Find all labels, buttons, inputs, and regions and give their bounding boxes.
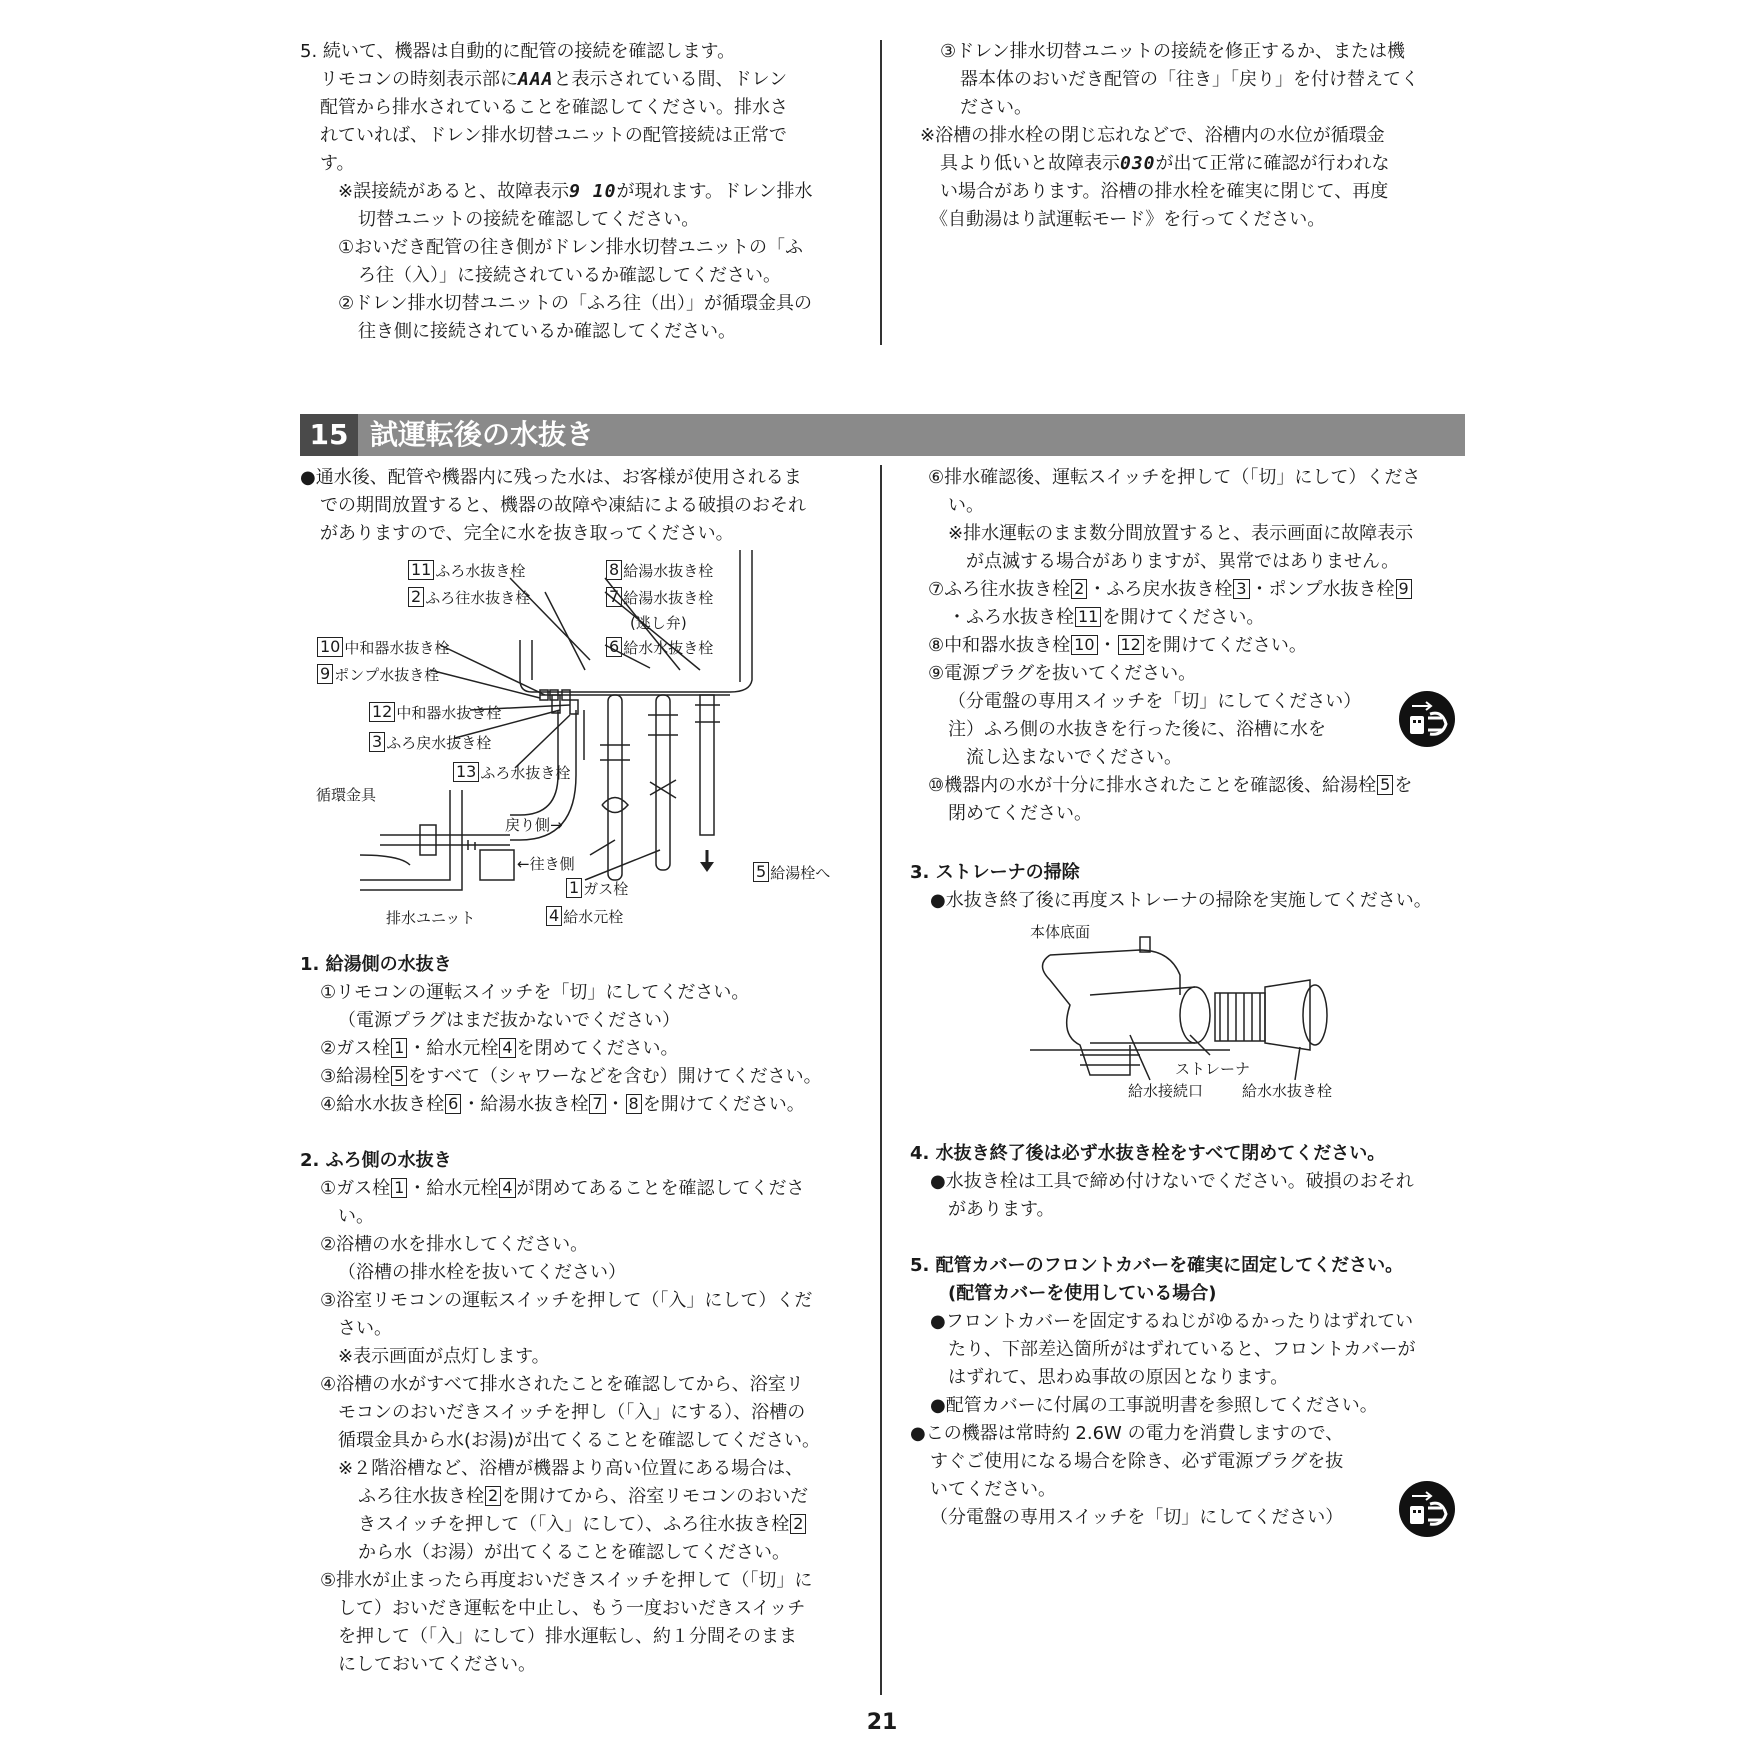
label-4-water-main: 4 給水元栓 <box>545 906 623 927</box>
top-right-block: ③ドレン排水切替ユニットの接続を修正するか、または機 器本体のおいだき配管の「往き」「戻り」を付け替えてく ださい。 ※浴槽の排水栓の閉じ忘れなどで、浴槽内の水位が循環金 具より低いと故障表示030が出て正常に確認が行われな い場合があります。浴槽の排水栓を確実に閉じて、再度 《自動湯はり試運転モード》を行ってください。 <box>920 41 1419 230</box>
label-circulation-fitting: 循環金具 <box>316 786 377 804</box>
section-number: 15 <box>300 414 358 456</box>
label-2-bath-out-drain: 2 ふろ往水抜き栓 <box>407 587 530 608</box>
display-aaa: AAA <box>518 69 554 90</box>
label-water-inlet: 給水接続口 <box>1128 1082 1204 1100</box>
display-030: 030 <box>1120 153 1156 174</box>
power-note: ●この機器は常時約 2.6W の電力を消費しますので、 すぐご使用になる場合を除き、必ず電源プラグを抜 いてください。 （分電盤の専用スイッチを「切」にしてください） <box>910 1423 1344 1528</box>
page-number: 21 <box>866 1710 898 1735</box>
label-3-bath-return-drain: 3 ふろ戻水抜き栓 <box>368 732 491 753</box>
label-13-bath-drain: 13 ふろ水抜き栓 <box>452 762 570 783</box>
label-7-hot-drain: 7 給湯水抜き栓 <box>605 587 713 608</box>
label-supply-side: ←往き側 <box>517 855 575 873</box>
section-2-bath-drain: 2. ふろ側の水抜き ①ガス栓 1 ・給水元栓 4 が閉めてあることを確認してくださ い。 ②浴槽の水を排水してください。 （浴槽の排水栓を抜いてください） ③浴室リモコンの運転スイッチを押して（「入」にして）くだ さい。 ※表示画面が点灯します。 ④浴槽の水がすべて排水されたことを確認してから、浴室リ モコンのおいだきスイッチを押し（「入」にする）、浴槽の 循環金具から水(お湯)が出てくることを確認してください。 ※２階浴槽など、浴槽が機器より高い位置にある場合は、 ふろ往水抜き栓 2 を開けてから、浴室リモコンのおいだ きスイッチを押して（「入」にして）、ふろ往水抜き栓 2 から水（お湯）が出てくることを確認してください。 ⑤排水が止まったら再度おいだきスイッチを押して（「切」に して）おいだき運転を中止し、もう一度おいだきスイッチ を押して（「入」にして）排水運転し、約１分間そのまま にしておいてください。 <box>300 1150 821 1675</box>
label-6-water-drain: 6 給水水抜き栓 <box>605 637 713 658</box>
unplug-icon <box>1398 690 1456 748</box>
top-column-divider <box>880 40 882 345</box>
label-water-drain-plug: 給水水抜き栓 <box>1242 1082 1333 1100</box>
label-strainer: ストレーナ <box>1175 1060 1251 1078</box>
section-5-front-cover: 5. 配管カバーのフロントカバーを確実に固定してください。 (配管カバーを使用している場合) ●フロントカバーを固定するねじがゆるかったりはずれてい たり、下部差込箇所がはずれていると、フロントカバーが はずれて、思わぬ事故の原因となります。 ●配管カバーに付属の工事説明書を参照してください。 <box>910 1255 1416 1416</box>
top-left-block: 5. 続いて、機器は自動的に配管の接続を確認します。 リモコンの時刻表示部にAAAと表示されている間、ドレン 配管から排水されていることを確認してください。排水さ れていれば、ドレン排水切替ユニットの配管接続は正常で す。 ※誤接続があると、故障表示9 10が現れます。ドレン排水 切替ユニットの接続を確認してください。 ①おいだき配管の往き側がドレン排水切替ユニットの「ふ ろ往（入）」に接続されているか確認してください。 ②ドレン排水切替ユニットの「ふろ往（出）」が循環金具の 往き側に接続されているか確認してください。 <box>300 41 813 342</box>
section-1-hot-water-drain: 1. 給湯側の水抜き ①リモコンの運転スイッチを「切」にしてください。 （電源プラグはまだ抜かないでください） ②ガス栓 1 ・給水元栓 4 を閉めてください。 ③給湯栓 5 をすべて（シャワーなどを含む）開けてください。 ④給水水抜き栓 6 ・給湯水抜き栓 7 ・ 8 を開けてください。 <box>300 954 822 1115</box>
main-column-divider <box>880 465 882 1695</box>
section-4-close-plugs: 4. 水抜き終了後は必ず水抜き栓をすべて閉めてください。 ●水抜き栓は工具で締め付けないでください。破損のおそれ があります。 <box>910 1143 1414 1220</box>
label-drain-unit: 排水ユニット <box>386 909 476 927</box>
label-11-bath-drain: 11 ふろ水抜き栓 <box>407 560 525 581</box>
right-steps-block: ⑥排水確認後、運転スイッチを押して（「切」にして）くださ い。 ※排水運転のまま数分間放置すると、表示画面に故障表示 が点滅する場合がありますが、異常ではありません。 ⑦ふろ往水抜き栓 2 ・ふろ戻水抜き栓 3 ・ポンプ水抜き栓 9 ・ふろ水抜き栓 11 を開けてください。 ⑧中和器水抜き栓 10 ・ 12 を開けてください。 ⑨電源プラグを抜いてください。 （分電盤の専用スイッチを「切」にしてください） 注）ふろ側の水抜きを行った後に、浴槽に水を 流し込まないでください。 ⑩機器内の水が十分に排水されたことを確認後、給湯栓 5 を 閉めてください。 <box>928 467 1421 824</box>
label-5-to-hot-tap: 5 給湯栓へ <box>752 862 830 883</box>
section-title: 試運転後の水抜き <box>370 418 595 451</box>
label-7-relief-valve: (逃し弁) <box>630 614 687 632</box>
intro-block: ●通水後、配管や機器内に残った水は、お客様が使用されるま での期間放置すると、機器の故障や凍結による破損のおそれ がありますので、完全に水を抜き取ってください。 <box>300 467 806 544</box>
display-910: 9 10 <box>569 181 617 202</box>
section-3-strainer: 3. ストレーナの掃除 ●水抜き終了後に再度ストレーナの掃除を実施してください。 <box>910 862 1432 911</box>
label-9-pump-drain: 9 ポンプ水抜き栓 <box>316 664 439 685</box>
label-12-neutralizer-drain: 12 中和器水抜き栓 <box>368 702 501 723</box>
label-8-hot-drain: 8 給湯水抜き栓 <box>605 560 713 581</box>
unplug-icon <box>1398 1480 1456 1538</box>
label-10-neutralizer-drain: 10 中和器水抜き栓 <box>316 637 449 658</box>
label-return-side: 戻り側→ <box>505 816 563 834</box>
label-body-bottom: 本体底面 <box>1030 923 1091 941</box>
step-5-line: 5. 続いて、機器は自動的に配管の接続を確認します。 <box>300 41 736 62</box>
label-1-gas-valve: 1 ガス栓 <box>565 878 628 899</box>
